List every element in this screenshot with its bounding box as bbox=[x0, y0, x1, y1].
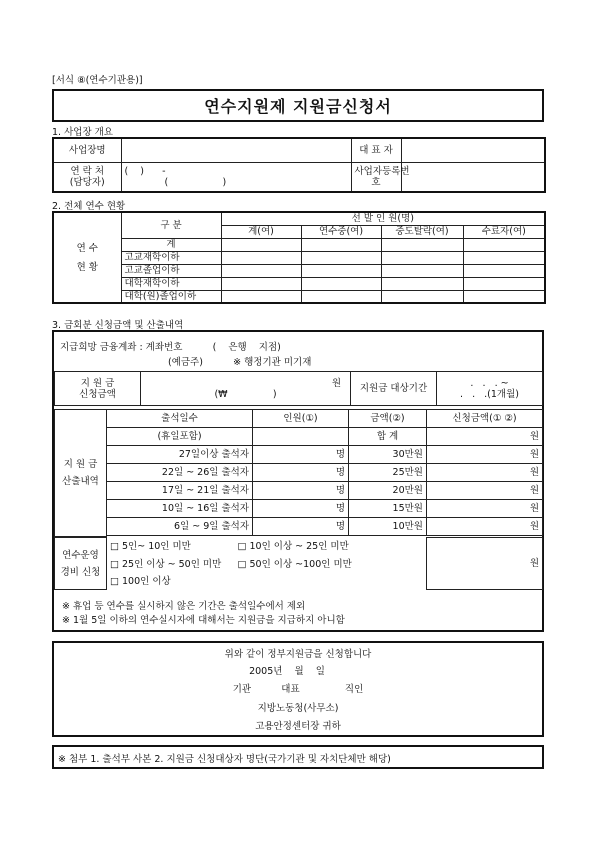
row-label-total: 계 bbox=[121, 238, 221, 251]
table-cell[interactable] bbox=[221, 238, 301, 251]
calc-row-persons[interactable]: 명 bbox=[253, 482, 349, 500]
training-status-table bbox=[52, 211, 546, 304]
declaration-recipient: 고용안정센터장 귀하 bbox=[255, 721, 341, 732]
ceo-field[interactable] bbox=[401, 138, 545, 162]
calc-row-request[interactable]: 원 bbox=[427, 482, 543, 500]
ops-expense-won[interactable]: 원 bbox=[427, 538, 543, 590]
calculation-label: 지 원 금 산출내역 bbox=[55, 410, 107, 537]
ops-option-10-25[interactable]: □ 10인 이상 ~ 25인 미만 bbox=[237, 541, 349, 552]
row-label-highschool-graduate: 고교졸업이하 bbox=[121, 264, 221, 277]
table-cell[interactable] bbox=[301, 238, 381, 251]
table-cell[interactable] bbox=[381, 238, 463, 251]
note-holiday: ※ 휴업 등 연수를 실시하지 않은 기간은 출석일수에서 제외 bbox=[62, 601, 306, 612]
company-name-field[interactable] bbox=[121, 138, 351, 162]
declaration-office: 지방노동청(사무소) bbox=[257, 703, 339, 714]
calc-row-request[interactable]: 원 bbox=[427, 518, 543, 536]
business-reg-field[interactable] bbox=[401, 162, 545, 192]
table-cell[interactable] bbox=[463, 290, 545, 303]
calc-header-amount: 금액(②) bbox=[349, 410, 427, 428]
company-name-label: 사업장명 bbox=[53, 138, 121, 162]
calc-row-amount: 30만원 bbox=[349, 446, 427, 464]
contact-field[interactable] bbox=[121, 162, 351, 192]
table-cell[interactable] bbox=[301, 264, 381, 277]
period-field[interactable]: . . . ~ . . .(1개월) bbox=[437, 372, 543, 406]
form-label: [서식 ⑧(연수기관용)] bbox=[52, 75, 143, 86]
training-status-label: 연 수 현 황 bbox=[53, 212, 121, 303]
table-cell[interactable] bbox=[221, 251, 301, 264]
account-holder-line: (예금주) ※ 행정기관 미기재 bbox=[168, 357, 312, 368]
ops-option-50-100[interactable]: □ 50인 이상 ~100인 미만 bbox=[237, 558, 352, 570]
calc-row-request[interactable]: 원 bbox=[427, 446, 543, 464]
calc-row-days: 22일 ~ 26일 출석자 bbox=[107, 464, 253, 482]
attachments-line: ※ 첨부 1. 출석부 사본 2. 지원금 신청대상자 명단(국가기관 및 자치단체만 해당) bbox=[58, 754, 391, 765]
calc-header-days: 출석일수 bbox=[107, 410, 253, 428]
table-cell[interactable] bbox=[301, 290, 381, 303]
col-header-dropout: 중도탈락(여) bbox=[381, 225, 463, 238]
company-overview-table bbox=[52, 137, 546, 193]
ops-option-100-plus[interactable]: □ 100인 이상 bbox=[110, 575, 171, 587]
section-2-heading: 2. 전체 연수 현황 bbox=[52, 201, 126, 212]
calc-row-days: 6일 ~ 9일 출석자 bbox=[107, 518, 253, 536]
section-1-heading: 1. 사업장 개요 bbox=[52, 127, 113, 138]
table-cell[interactable] bbox=[381, 277, 463, 290]
calc-row-days: 17일 ~ 21일 출석자 bbox=[107, 482, 253, 500]
amount-label: 지 원 금 신청금액 bbox=[55, 372, 141, 406]
calc-row-days: 27일이상 출석자 bbox=[107, 446, 253, 464]
amount-field[interactable] bbox=[141, 372, 351, 406]
won-unit: 원 bbox=[331, 377, 341, 389]
amount-table bbox=[54, 371, 543, 406]
table-cell[interactable] bbox=[221, 277, 301, 290]
declaration-signature: 기관 대표 직인 bbox=[232, 684, 364, 695]
total-won[interactable]: 원 bbox=[427, 428, 543, 446]
table-cell[interactable] bbox=[381, 264, 463, 277]
col-header-completed: 수료자(여) bbox=[463, 225, 545, 238]
calc-row-days: 10일 ~ 16일 출석자 bbox=[107, 500, 253, 518]
ops-option-25-50[interactable]: □ 25인 이상 ~ 50인 미만 bbox=[110, 558, 222, 570]
calc-row-amount: 25만원 bbox=[349, 464, 427, 482]
col-header-in-training: 연수중(여) bbox=[301, 225, 381, 238]
calc-row-amount: 15만원 bbox=[349, 500, 427, 518]
table-cell[interactable] bbox=[221, 264, 301, 277]
period-label: 지원금 대상기간 bbox=[351, 372, 437, 406]
row-label-college-enrolled: 대학재학이하 bbox=[121, 277, 221, 290]
page-title: 연수지원제 지원금신청서 bbox=[204, 97, 392, 116]
table-cell[interactable] bbox=[221, 290, 301, 303]
calc-row-persons[interactable]: 명 bbox=[253, 446, 349, 464]
table-cell[interactable] bbox=[301, 277, 381, 290]
calc-row-request[interactable]: 원 bbox=[427, 464, 543, 482]
calc-row-persons[interactable]: 명 bbox=[253, 518, 349, 536]
table-cell[interactable] bbox=[381, 251, 463, 264]
row-label-highschool-enrolled: 고교재학이하 bbox=[121, 251, 221, 264]
col-header-total: 계(여) bbox=[221, 225, 301, 238]
contact-label: 연 락 처 (담당자) bbox=[53, 162, 121, 192]
section-3-heading: 3. 금회분 신청금액 및 산출내역 bbox=[52, 320, 184, 331]
calc-row-persons[interactable]: 명 bbox=[253, 500, 349, 518]
table-cell[interactable] bbox=[463, 264, 545, 277]
note-short-training: ※ 1월 5일 이하의 연수실시자에 대해서는 지원금을 지급하지 아니함 bbox=[62, 615, 345, 626]
ops-option-5-10[interactable]: □ 5인~ 10인 미만 bbox=[110, 541, 191, 552]
declaration-line: 위와 같이 정부지원금을 신청합니다 bbox=[224, 649, 372, 660]
calc-header-request: 신청금액(① ②) bbox=[427, 410, 543, 428]
ops-expense-table bbox=[54, 537, 543, 590]
table-cell[interactable] bbox=[463, 251, 545, 264]
table-cell[interactable] bbox=[253, 428, 349, 446]
calc-row-persons[interactable]: 명 bbox=[253, 464, 349, 482]
table-cell[interactable] bbox=[463, 238, 545, 251]
empty-cell bbox=[235, 573, 427, 590]
total-label: 합 계 bbox=[349, 428, 427, 446]
won-symbol: (₩ ) bbox=[214, 388, 277, 400]
table-cell[interactable] bbox=[463, 277, 545, 290]
phone-line: ( ) - bbox=[124, 165, 166, 177]
calc-row-amount: 10만원 bbox=[349, 518, 427, 536]
gubun-header: 구 분 bbox=[121, 212, 221, 238]
person-line: ( ) bbox=[164, 176, 227, 188]
selected-count-header: 선 발 인 원(명) bbox=[221, 212, 545, 225]
table-cell[interactable] bbox=[301, 251, 381, 264]
holiday-note: (휴일포함) bbox=[107, 428, 253, 446]
declaration-date: 2005년 월 일 bbox=[249, 666, 325, 677]
table-cell[interactable] bbox=[381, 290, 463, 303]
calc-header-persons: 인원(①) bbox=[253, 410, 349, 428]
calculation-table bbox=[54, 409, 543, 537]
bank-account-line: 지급희망 금융계좌 : 계좌번호 ( 은행 지점) bbox=[60, 342, 281, 353]
calc-row-amount: 20만원 bbox=[349, 482, 427, 500]
ceo-label: 대 표 자 bbox=[351, 138, 401, 162]
row-label-college-graduate: 대학(원)졸업이하 bbox=[121, 290, 221, 303]
calc-row-request[interactable]: 원 bbox=[427, 500, 543, 518]
ops-expense-label: 연수운영 경비 신청 bbox=[55, 538, 107, 590]
business-reg-label: 사업자등록번 호 bbox=[351, 162, 401, 192]
